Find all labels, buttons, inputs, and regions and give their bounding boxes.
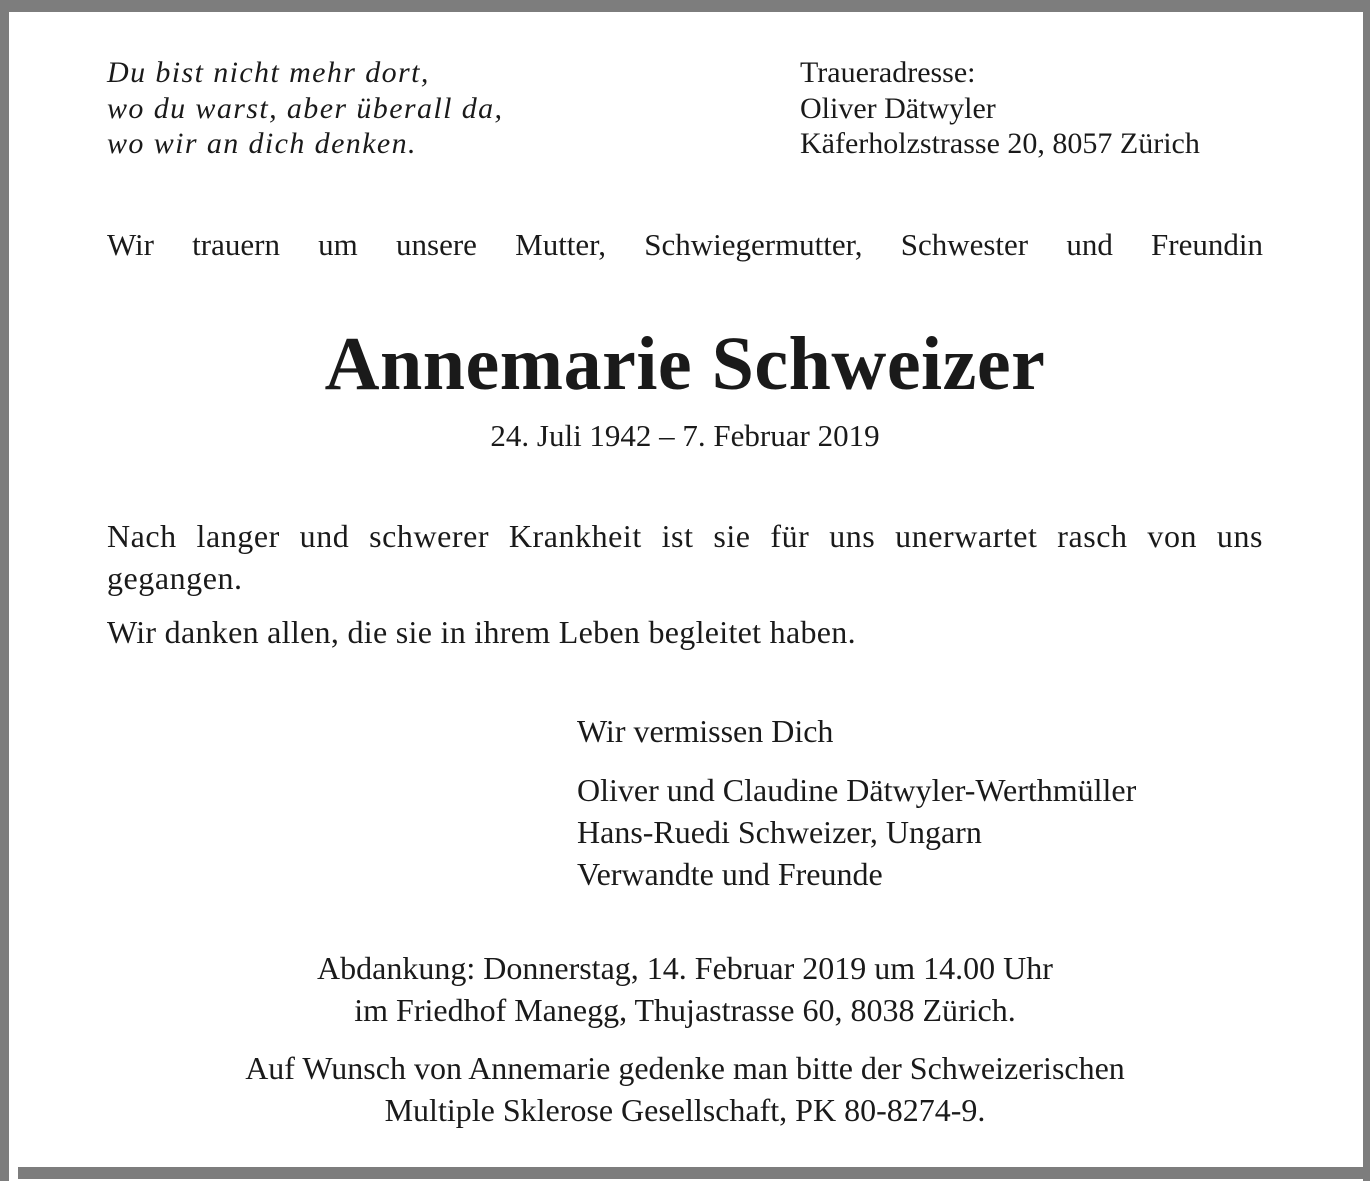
signer-line: Oliver und Claudine Dätwyler-Werthmüller: [577, 772, 1137, 808]
mourning-intro: Wir trauern um unsere Mutter, Schwiegermutter, Schwester und Freundin: [107, 227, 1263, 262]
donation-line: Multiple Sklerose Gesellschaft, PK 80-8274-9.: [384, 1092, 986, 1128]
poem: [107, 55, 503, 162]
mourning-address: [800, 55, 1200, 162]
poem-line: wo wir an dich denken.: [107, 127, 417, 160]
poem-line: wo du warst, aber überall da,: [107, 91, 504, 125]
body-paragraph: Wir danken allen, die sie in ihrem Leben begleitet haben.: [107, 614, 856, 650]
address-street: Käferholzstrasse 20, 8057 Zürich: [800, 127, 1200, 160]
bottom-rule: [18, 1167, 1363, 1179]
notice-body: [107, 515, 1263, 653]
poem-line: Du bist nicht mehr dort,: [107, 56, 430, 89]
deceased-name: Annemarie Schweizer: [324, 322, 1046, 406]
signer-line: Hans-Ruedi Schweizer, Ungarn: [577, 814, 982, 850]
life-dates: 24. Juli 1942 – 7. Februar 2019: [490, 418, 880, 453]
donation-info: [0, 1047, 1370, 1131]
signoff: Wir vermissen Dich: [577, 713, 834, 749]
body-paragraph: Nach langer und schwerer Krankheit ist sie für uns unerwartet rasch von uns gegangen.: [107, 518, 1263, 596]
donation-line: Auf Wunsch von Annemarie gedenke man bitte der Schweizerischen: [245, 1050, 1125, 1086]
signers: [577, 769, 1136, 895]
ceremony-info: [0, 947, 1370, 1031]
ceremony-line: Abdankung: Donnerstag, 14. Februar 2019 um 14.00 Uhr: [317, 950, 1053, 986]
signer-line: Verwandte und Freunde: [577, 856, 883, 892]
address-name: Oliver Dätwyler: [800, 91, 996, 125]
address-label: Traueradresse:: [800, 56, 976, 89]
ceremony-line: im Friedhof Manegg, Thujastrasse 60, 8038 Zürich.: [354, 992, 1016, 1028]
